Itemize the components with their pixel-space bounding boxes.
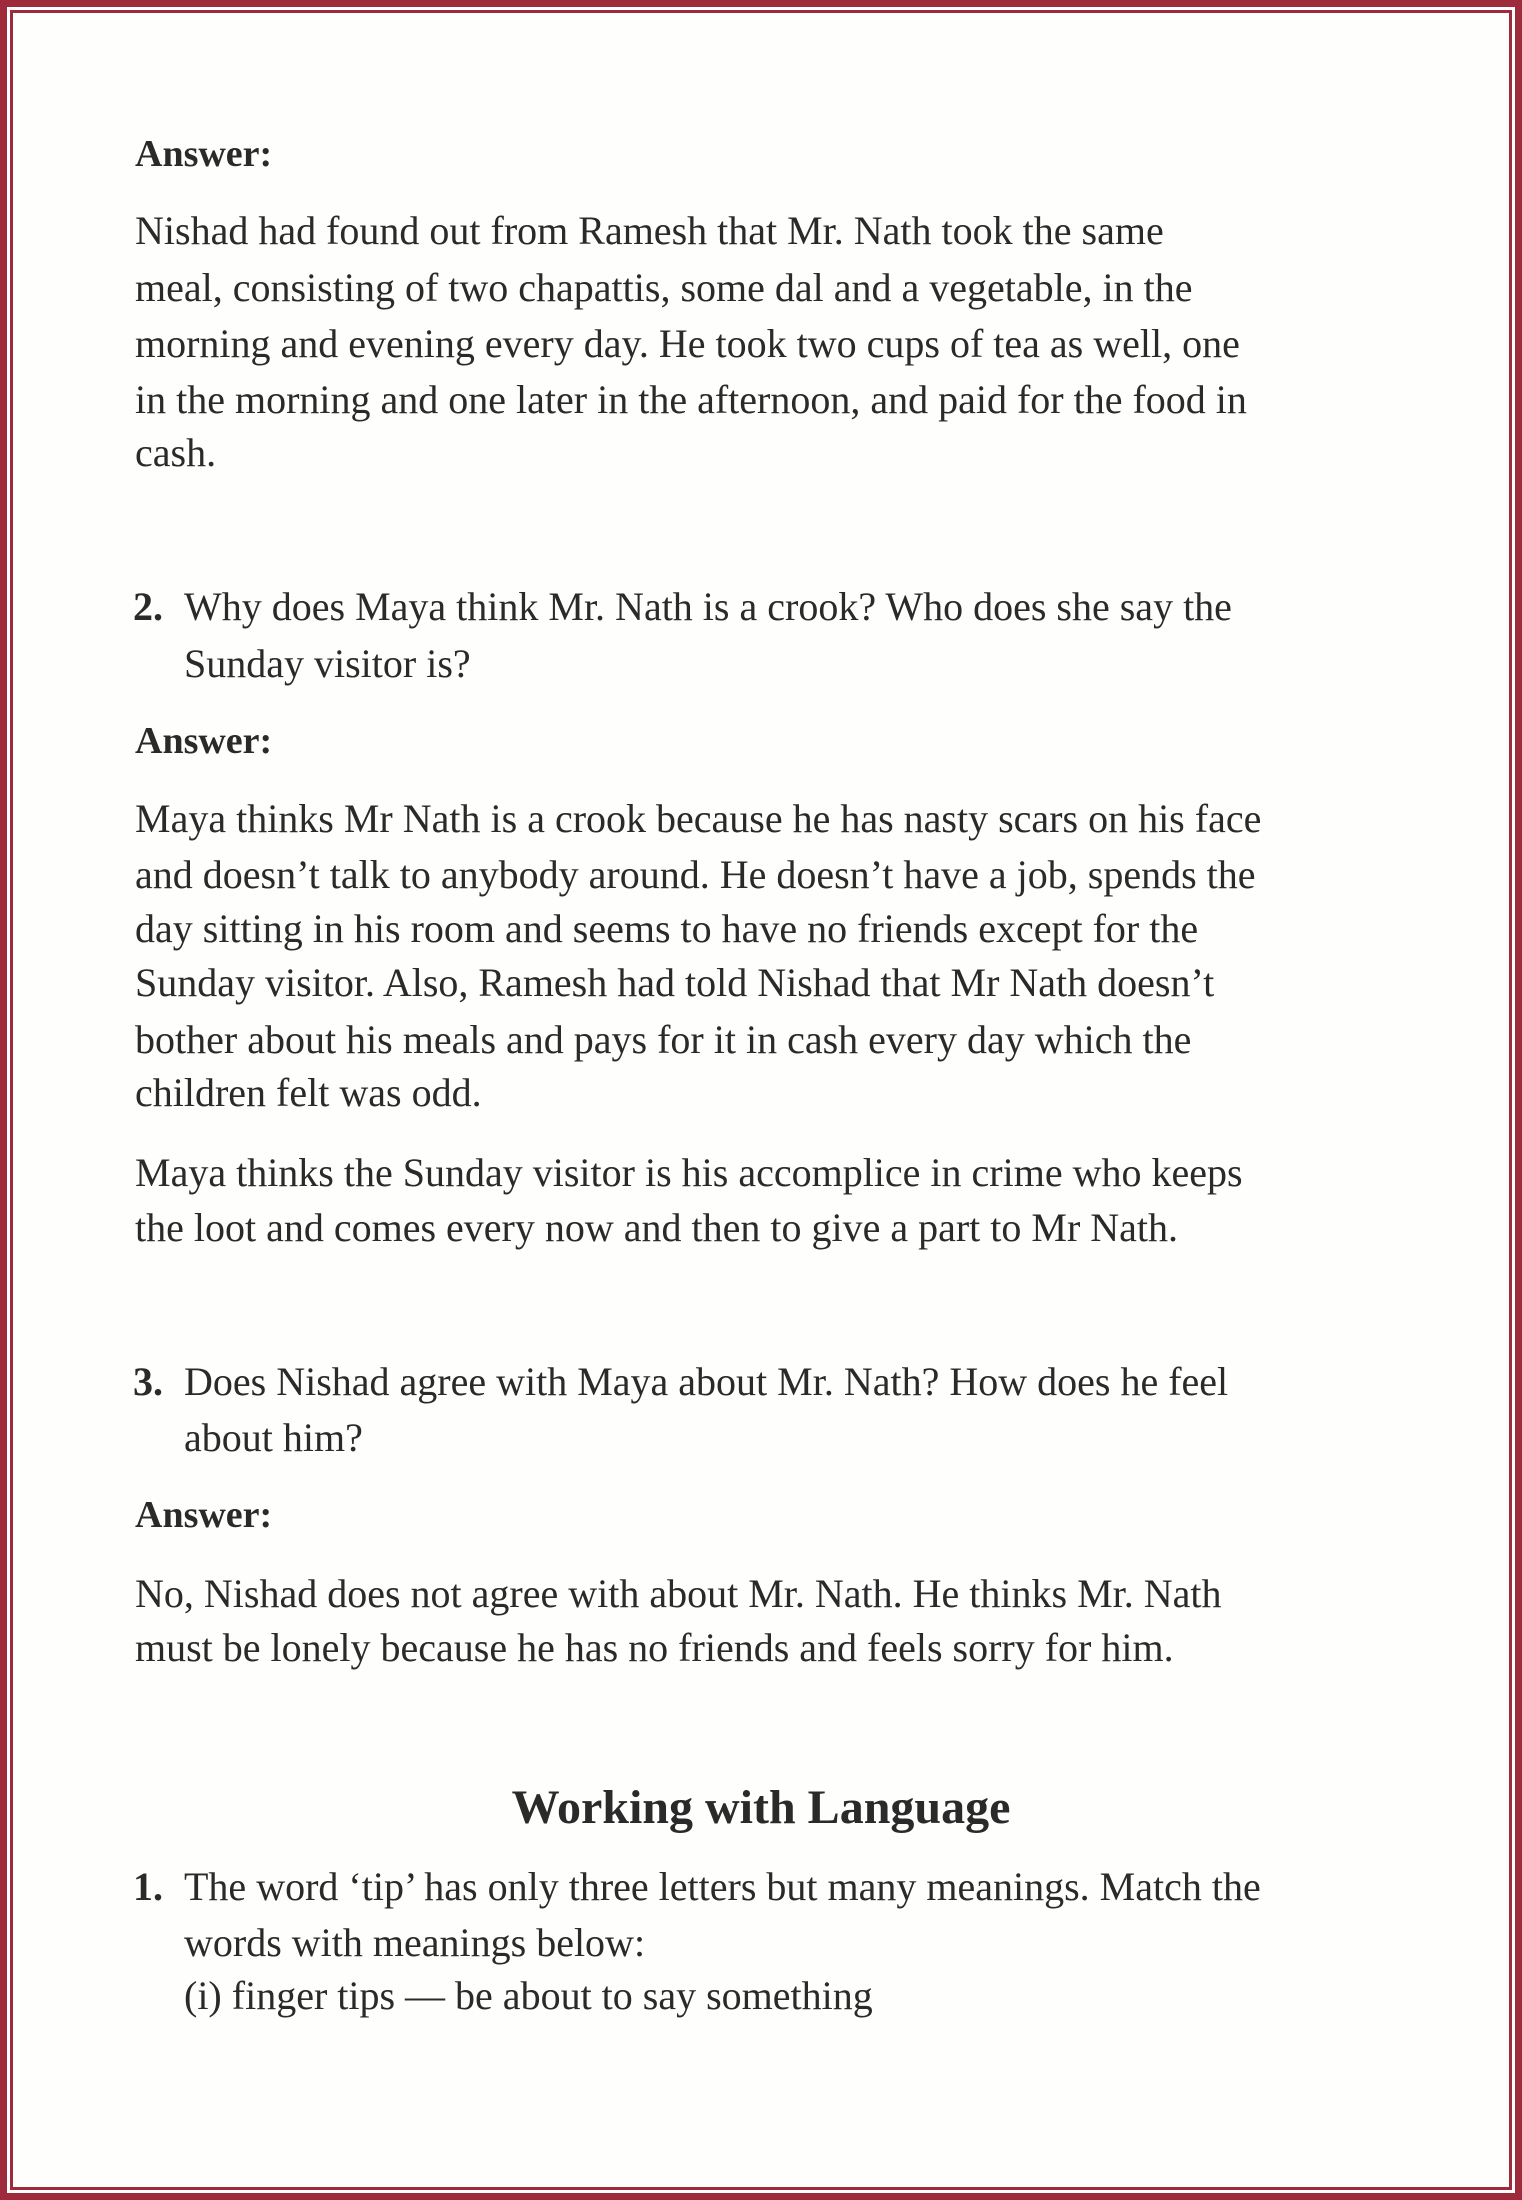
answer-line: children felt was odd. — [135, 1070, 482, 1115]
answer-line: Nishad had found out from Ramesh that Mr. Nath took the same — [135, 208, 1164, 253]
answer-line: must be lonely because he has no friends and feels sorry for him. — [135, 1625, 1174, 1670]
answer-line: day sitting in his room and seems to have no friends except for the — [135, 906, 1199, 951]
answer-line: Sunday visitor. Also, Ramesh had told Nishad that Mr Nath doesn’t — [135, 960, 1215, 1005]
answer-line: Maya thinks Mr Nath is a crook because he has nasty scars on his face — [135, 796, 1262, 841]
question-line: words with meanings below: — [184, 1920, 646, 1965]
answer-line: meal, consisting of two chapattis, some dal and a vegetable, in the — [135, 265, 1193, 310]
question-line: about him? — [184, 1415, 363, 1460]
answer-label: Answer: — [135, 133, 273, 175]
answer-line: the loot and comes every now and then to give a part to Mr Nath. — [135, 1205, 1179, 1250]
answer-line: cash. — [135, 430, 217, 475]
answer-label: Answer: — [135, 720, 273, 762]
answer-line: bother about his meals and pays for it in cash every day which the — [135, 1017, 1192, 1062]
answer-label: Answer: — [135, 1494, 273, 1536]
answer-line: No, Nishad does not agree with about Mr. Nath. He thinks Mr. Nath — [135, 1571, 1222, 1616]
section-heading: Working with Language — [511, 1781, 1011, 1834]
question-number: 1. — [133, 1864, 163, 1909]
answer-line: in the morning and one later in the afternoon, and paid for the food in — [135, 377, 1247, 422]
question-line: Sunday visitor is? — [184, 641, 471, 686]
answer-line: and doesn’t talk to anybody around. He doesn’t have a job, spends the — [135, 852, 1256, 897]
question-line: Does Nishad agree with Maya about Mr. Nath? How does he feel — [184, 1359, 1229, 1404]
question-number: 2. — [133, 584, 163, 629]
question-line: The word ‘tip’ has only three letters but many meanings. Match the — [184, 1864, 1261, 1909]
question-line: (i) finger tips — be about to say something — [184, 1973, 873, 2018]
answer-line: morning and evening every day. He took two cups of tea as well, one — [135, 321, 1240, 366]
question-number: 3. — [133, 1359, 163, 1404]
answer-line: Maya thinks the Sunday visitor is his accomplice in crime who keeps — [135, 1150, 1243, 1195]
question-line: Why does Maya think Mr. Nath is a crook? Who does she say the — [184, 584, 1232, 629]
